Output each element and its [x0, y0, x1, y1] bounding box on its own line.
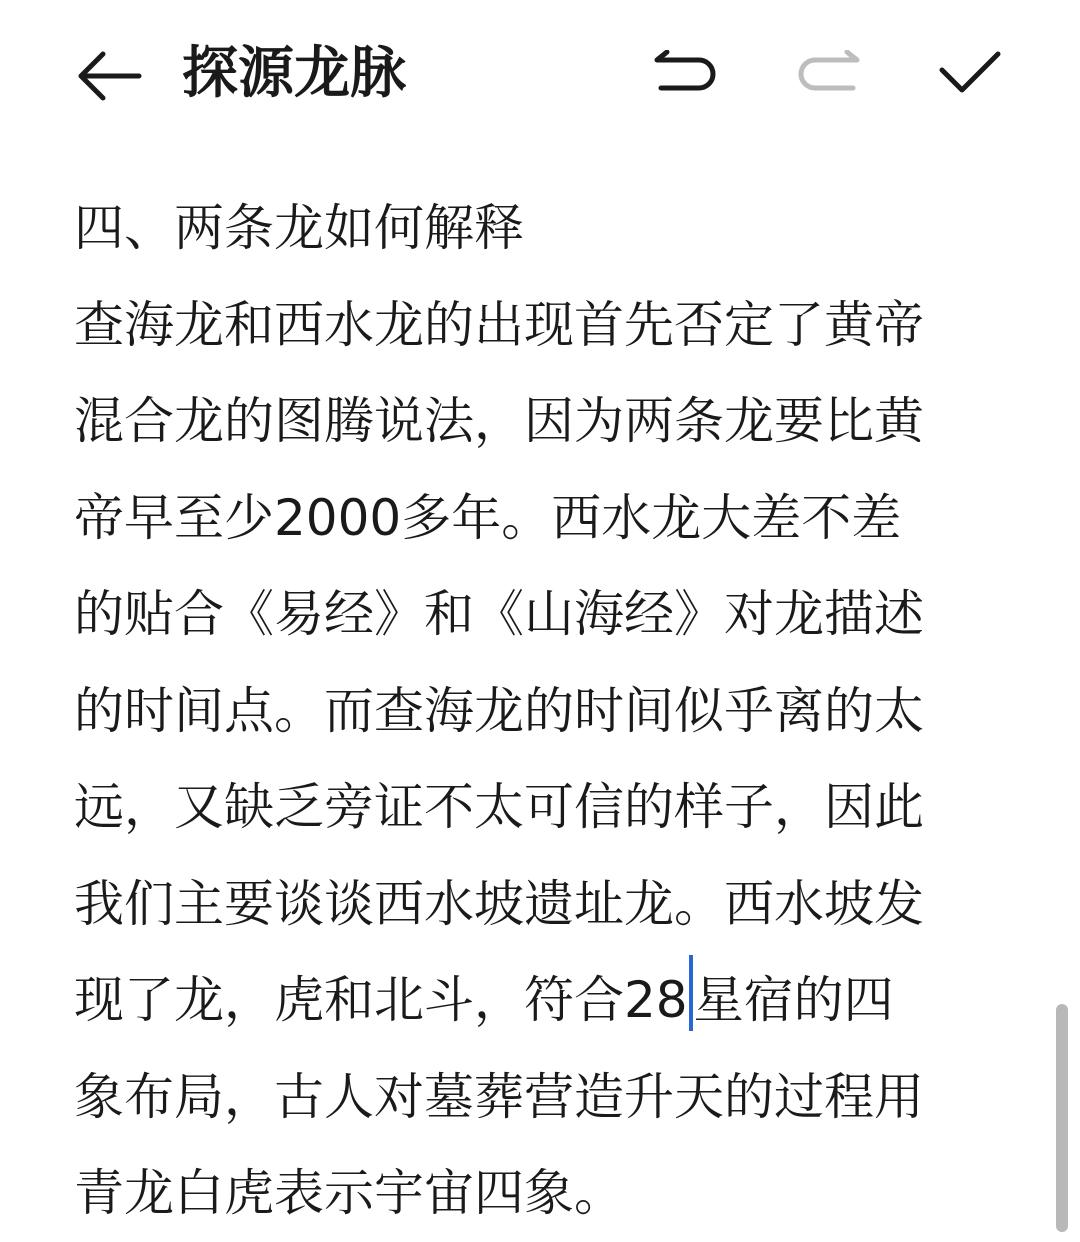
text-after-caret: 星宿的四 — [693, 971, 894, 1029]
editor-line: 远，又缺乏旁证不太可信的样子，因此 — [74, 778, 924, 836]
undo-button[interactable] — [646, 36, 726, 108]
editor-line: 查海龙和西水龙的出现首先否定了黄帝 — [74, 295, 924, 354]
editor-line-with-caret — [74, 952, 1014, 1049]
done-button[interactable] — [930, 36, 1010, 108]
editor-line: 混合龙的图腾说法，因为两条龙要比黄 — [74, 392, 924, 450]
top-app-bar — [0, 0, 1080, 150]
redo-icon — [795, 50, 861, 94]
editor-line: 的贴合《易经》和《山海经》对龙描述 — [74, 585, 924, 643]
redo-button[interactable] — [788, 36, 868, 108]
text-caret — [689, 955, 693, 1031]
arrow-left-icon — [73, 46, 143, 106]
editor-line: 帝早至少2000多年。西水龙大差不差 — [74, 488, 902, 547]
editor-line: 四、两条龙如何解释 — [74, 199, 524, 257]
editor-line: 的时间点。而查海龙的时间似乎离的太 — [74, 681, 924, 740]
back-button[interactable] — [68, 36, 148, 116]
editor-line: 我们主要谈谈西水坡遗址龙。西水坡发 — [74, 874, 924, 933]
page-title: 探源龙脉 — [182, 41, 406, 106]
vertical-scrollbar[interactable] — [1056, 1004, 1068, 1232]
editor-line: 象布局，古人对墓葬营造升天的过程用 — [74, 1067, 924, 1126]
checkmark-icon — [938, 48, 1002, 96]
note-text-editor[interactable] — [74, 180, 1014, 1232]
text-before-caret: 现了龙，虎和北斗，符合28 — [74, 971, 688, 1029]
editor-line: 青龙白虎表示宇宙四象。 — [74, 1164, 624, 1222]
undo-icon — [653, 50, 719, 94]
